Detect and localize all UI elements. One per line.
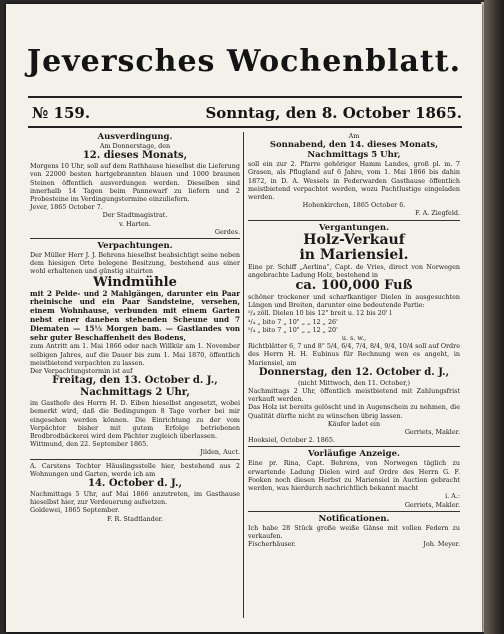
notice-time-line: Nachmittags 5 Uhr,: [307, 150, 401, 161]
masthead-title: Jeversches Wochenblatt.: [26, 44, 462, 79]
column-divider: [243, 132, 244, 618]
timber-list-item: u. s. w.,: [341, 334, 367, 343]
notice-body: Das Holz ist bereits gelöscht und in Augenschein zu nehmen, die Qualität dürfte nicht zu wünschen übrig lassen.: [248, 403, 460, 420]
notice-body: Eine pr. Schiff „Aerlina“, Capt. de Vries, direct von Norwegen angebrachte Ladung Holz, bestehend in: [248, 262, 460, 279]
notice-date-line: Donnerstag, den 12. October d. J.,: [258, 366, 450, 378]
notice-place-date: Goldewei, 1865 September.: [30, 506, 120, 515]
section-rule: [248, 220, 460, 221]
notice-body: zum Antritt am 1. Mai 1866 oder nach Willkür am 1. November selbigen Jahres, auf die Dauer bis zum 1. Mai 1870, öffentlich meistbietend verpachten zu lassen.: [30, 342, 240, 367]
notice-body: Morgens 10 Uhr, soll auf dem Rathhause hieselbst die Lieferung von 22000 besten hartgebrannten blauen und 1000 braunen Steinen öffentlich ausverdungen werden. Dieselben sind innerhalb 14 Tagen beim Pannewarf zu liefern und 2 Probesteine im Verdingungstermine einzuliefern.: [30, 162, 240, 204]
notice-body: Richtblätter 6, 7 und 8" 5/4, 6/4, 7/4, 8/4, 9/4, 10/4 soll auf Ordre des Herrn H. H. Eubinus für Rechnung wen es angeht, in Mariensiel, am: [248, 342, 460, 367]
left-column: [30, 132, 240, 523]
notice-date-line: 12. dieses Monats,: [82, 150, 188, 162]
notice-place-date: Wittmund, den 22. September 1865.: [30, 440, 149, 449]
notice-body: Eine pr. Rina, Capt. Behrens, von Norwegen täglich zu erwartende Ladung Dielen wird auf Ordre des Herrn G. F. Fooken noch diesen Herbst zu Mariensiel in Auction gebracht werden, was hierdurch nachrichtlich bekannt macht: [248, 459, 460, 493]
notice-body: Nachmittags 5 Uhr, auf Mai 1866 anzutreten, im Gasthause hieselbst hier, zur Verdeuerung aufsetzen.: [30, 490, 240, 507]
timber-list-item: ⁵/₄ „ bito 7 „ 10" „ „ 12 „ 20': [248, 325, 338, 334]
notice-place-date: Hohenkirchen, 1865 October 6.: [302, 201, 406, 210]
notice-place: Fischerhäuser.: [248, 540, 296, 549]
notice-date-line: Freitag, den 13. October d. J.,: [52, 375, 218, 387]
section-heading: Notificationen.: [318, 513, 390, 524]
timber-list-item: ⁵/₄ zöll. Dielen 10 bis 12" breit u. 12 bis 20' l: [248, 309, 392, 318]
notice-date-line: 14. October d. J.,: [88, 478, 182, 490]
notice-line: Am Donnerstage, den: [99, 142, 171, 150]
notice-signature: Der Stadtmagistrat.: [102, 211, 168, 220]
notice-body: Ich habe 28 Stück große weiße Gänse mit vollen Federn zu verkaufen.: [248, 523, 460, 540]
notice-body: Der Müller Herr J. J. Behrens hieselbst beabsichtigt seine neben dem hiesigen Orte belegene Besitzung, bestehend aus einer wohl erhaltenen und günstig situirten: [30, 251, 240, 276]
windmill-heading: Windmühle: [93, 274, 177, 290]
notice-body: schöner trockener und scharfkantiger Dielen in ausgesuchten Längen und Breiten, darunter eine bedeutende Partie:: [248, 293, 460, 310]
notice-signature: i. A.:: [445, 492, 460, 501]
section-heading: Vorläufige Anzeige.: [308, 449, 400, 460]
right-column: [248, 132, 460, 548]
section-rule: [248, 446, 460, 447]
windmill-description: mit 2 Pelde- und 2 Mahlgängen, darunter ein Paar rheinische und ein Paar Sandsteine, versehen, einem Wohnhause, verbunden mit einem Garten nebst einer daneben stehenden Scheune und 7 Diematen — 15⅓ Morgen bam. — Gastlandes von sehr guter Beschaffenheit des Bodens,: [30, 288, 240, 342]
timber-sale-location: in Mariensiel.: [299, 246, 409, 263]
notice-signature: F. A. Ziegfeld.: [415, 209, 460, 218]
section-heading: Vergantungen.: [318, 222, 390, 233]
notice-line: Am: [348, 132, 360, 140]
notice-body: soll ein zur 2. Pfarre gehöriger Hamm Landes, groß pl. m. 7 Grasen, als Pflugland auf 6 Jahre, vom 1. Mai 1866 bis dahin 1872, in D. A. Wessels in Federwarden Gasthause öffentlich meistbietend verpachtet werden, wozu Pachtlustige eingeladen werden.: [248, 160, 460, 202]
timber-list-item: ⁴/₄ „ bito 7 „ 10" „ „ 12 „ 26': [248, 317, 338, 326]
issue-line: [32, 104, 462, 122]
notice-line: Käufer ladet ein: [327, 419, 381, 428]
timber-sale-heading: Holz-Verkauf: [303, 231, 405, 248]
notice-signature: Joh. Meyer.: [423, 540, 460, 549]
issue-number: № 159.: [32, 104, 91, 122]
section-rule: [30, 238, 240, 239]
timber-amount: ca. 100,000 Fuß: [295, 278, 413, 294]
newspaper-page: [6, 4, 482, 632]
notice-signature: Gerriets, Makler.: [404, 500, 460, 509]
notice-signature-line: [248, 540, 460, 548]
section-heading: Verpachtungen.: [97, 241, 173, 252]
book-spine: [484, 0, 504, 634]
notice-signature: v. Harten.: [119, 219, 151, 228]
section-rule: [248, 511, 460, 512]
notice-line: Der Verpachtungstermin ist auf: [30, 367, 133, 376]
section-heading: Ausverdingung.: [97, 132, 173, 142]
notice-signature: Gerdes.: [214, 227, 240, 236]
notice-date-line: Sonnabend, den 14. dieses Monats,: [269, 140, 439, 151]
section-rule: [30, 459, 240, 460]
notice-signature: Gerriets, Makler.: [404, 428, 460, 437]
notice-signature: Jilden, Auct.: [200, 448, 240, 457]
masthead-rule-bottom: [28, 126, 462, 128]
notice-line: (nicht Mittwoch, den 11. October,): [298, 378, 410, 387]
notice-body: im Gasthofe des Herrn H. D. Eiben hieselbst angesetzt, wobei bemerkt wird, daß die Bedingungen 8 Tage vorher bei mir eingesehen werden können. Die Einrichtung zu der vom Verpächter bisher mit gutem Erfolge betriebenen Brodbrodbäckerei wird dem Pächter zugleich überlassen.: [30, 399, 240, 441]
notice-body: A. Carstens Tochter Häuslingsstelle hier, bestehend aus 2 Wohnungen und Garten, werde ich am: [30, 461, 240, 478]
notice-place-date: Jever, 1865 October 7.: [30, 203, 103, 212]
notice-signature: F. R. Stadtlander.: [106, 514, 163, 523]
notice-body: Nachmittags 2 Uhr, öffentlich meistbietend mit Zahlungsfrist verkauft werden.: [248, 387, 460, 404]
notice-place-date: Hooksiel, October 2. 1865.: [248, 436, 335, 445]
issue-date: Sonntag, den 8. October 1865.: [205, 104, 462, 122]
notice-time-line: Nachmittags 2 Uhr,: [80, 387, 190, 399]
masthead-rule-top: [28, 96, 462, 98]
